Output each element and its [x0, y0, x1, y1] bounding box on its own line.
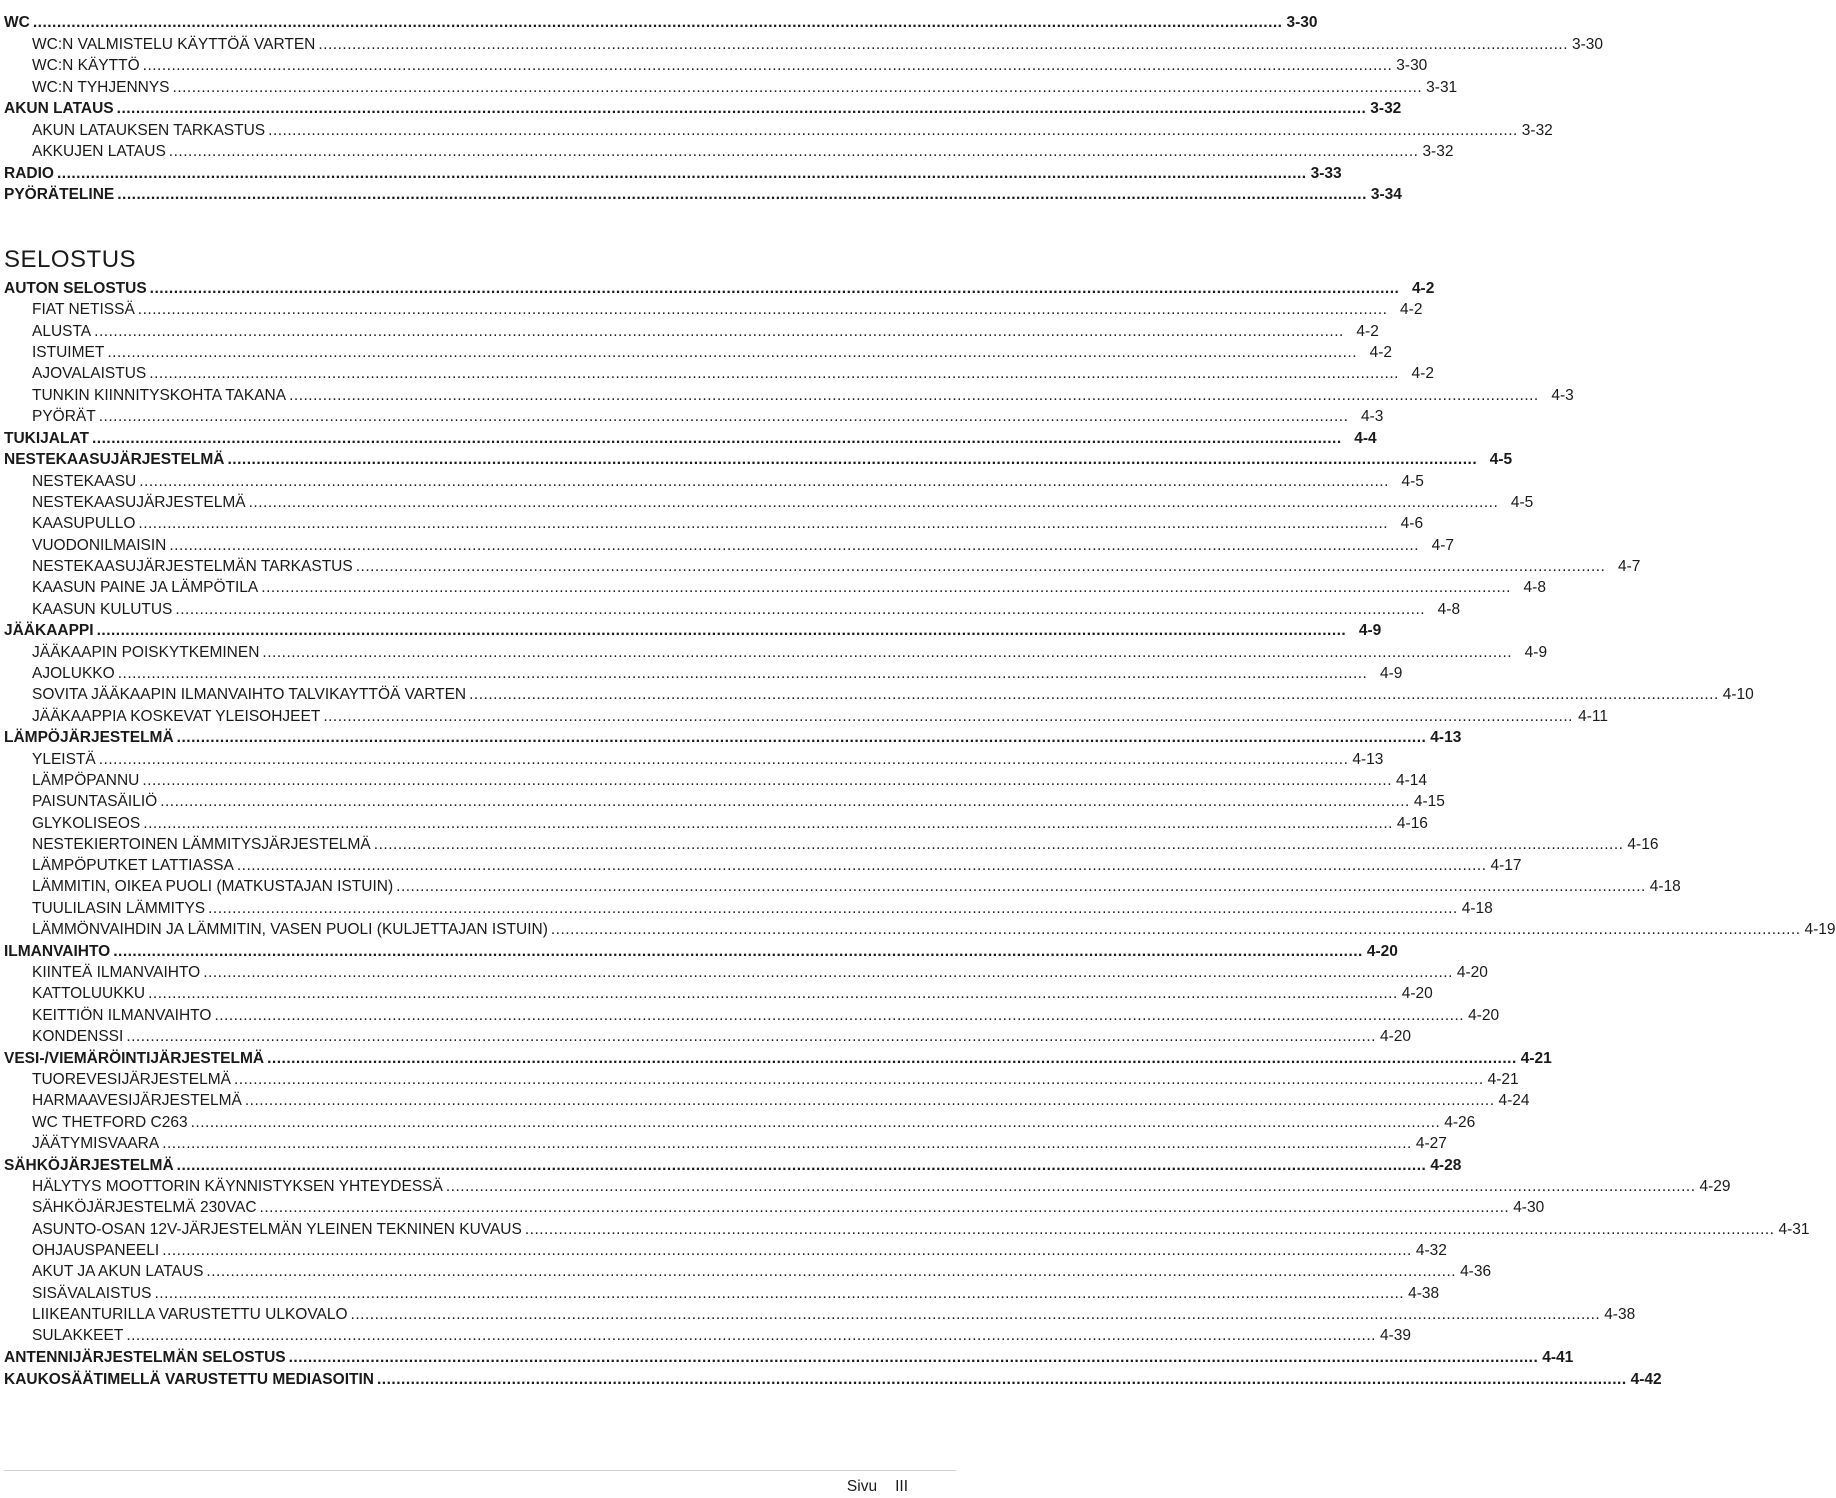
toc-entry-page: 4-2 [1411, 280, 1435, 297]
dot-leader [356, 557, 1606, 577]
toc-entry-title: VUODONILMAISIN [32, 536, 167, 554]
toc-subsection-entry[interactable] [0, 1198, 1545, 1218]
dot-leader [318, 35, 1568, 55]
dot-leader [175, 600, 1425, 620]
toc-subsection-entry[interactable] [0, 1284, 1440, 1304]
toc-entry-title: ASUNTO-OSAN 12V-JÄRJESTELMÄN YLEINEN TEKNINEN KUVAUS [32, 1220, 522, 1238]
toc-entry-page: 4-18 [1649, 878, 1681, 896]
dot-leader [396, 877, 1646, 897]
toc-entry-page: 4-9 [1379, 664, 1403, 682]
dot-leader [99, 750, 1349, 770]
toc-entry-page: 4-27 [1415, 1135, 1447, 1152]
section-heading: SELOSTUS [4, 246, 137, 273]
toc-entry-page: 4-28 [1430, 1156, 1462, 1174]
toc-entry-page: 4-14 [1396, 771, 1428, 789]
toc-entry-title: TUNKIN KIINNITYSKOHTA TAKANA [32, 386, 287, 404]
toc-entry-page: 4-5 [1489, 451, 1513, 469]
toc-subsection-entry[interactable] [0, 493, 1534, 513]
toc-entry-page: 4-9 [1358, 622, 1382, 640]
toc-entry-page: 4-29 [1699, 1178, 1731, 1196]
toc-subsection-entry[interactable] [0, 856, 1522, 876]
toc-entry-title: KAASUPULLO [32, 515, 136, 533]
dot-leader [33, 13, 1283, 33]
toc-entry-page: 4-19 [1804, 921, 1836, 938]
toc-entry-page: 4-18 [1461, 899, 1493, 917]
toc-entry-page: 3-33 [1310, 164, 1342, 182]
dot-leader [92, 429, 1342, 449]
toc-entry-title: ANTENNIJÄRJESTELMÄN SELOSTUS [4, 1349, 286, 1366]
toc-entry-page: 4-36 [1460, 1263, 1492, 1281]
toc-entry-title: LÄMMÖNVAIHDIN JA LÄMMITIN, VASEN PUOLI (KULJETTAJAN ISTUIN) [32, 921, 548, 938]
toc-subsection-entry[interactable] [0, 343, 1393, 363]
toc-entry-title: HARMAAVESIJÄRJESTELMÄ [32, 1092, 242, 1110]
dot-leader [97, 621, 1347, 641]
dot-leader [107, 343, 1357, 363]
toc-subsection-entry[interactable] [0, 322, 1379, 342]
toc-entry-page: 3-30 [1396, 57, 1428, 74]
toc-entry-page: 4-2 [1400, 301, 1423, 319]
toc-entry-title: NESTEKAASUJÄRJESTELMÄ [32, 494, 246, 511]
toc-entry-page: 3-30 [1286, 14, 1318, 31]
dot-leader [267, 1049, 1517, 1069]
toc-subsection-entry[interactable] [0, 142, 1454, 162]
toc-chapter-entry[interactable] [0, 942, 1398, 962]
dot-leader [138, 300, 1388, 320]
dot-leader [214, 1006, 1464, 1026]
toc-entry-title: RADIO [4, 164, 54, 182]
toc-subsection-entry[interactable] [0, 300, 1423, 320]
dot-leader [57, 164, 1307, 184]
toc-entry-page: 3-32 [1370, 100, 1402, 117]
toc-subsection-entry[interactable] [0, 1113, 1476, 1133]
dot-leader [551, 920, 1801, 940]
toc-entry-title: ILMANVAIHTO [4, 942, 111, 960]
toc-subsection-entry[interactable] [0, 685, 1754, 705]
toc-entry-page: 4-20 [1366, 942, 1398, 960]
toc-entry-title: LIIKEANTURILLA VARUSTETTU ULKOVALO [32, 1305, 348, 1323]
toc-entry-page: 4-10 [1722, 686, 1754, 704]
toc-entry-title: TUOREVESIJÄRJESTELMÄ [32, 1071, 231, 1089]
toc-entry-page: 4-8 [1523, 579, 1546, 597]
toc-entry-title: HÄLYTYS MOOTTORIN KÄYNNISTYKSEN YHTEYDESSÄ [32, 1178, 443, 1196]
toc-entry-title: SISÄVALAISTUS [32, 1284, 152, 1302]
toc-entry-title: JÄÄKAAPPI [4, 622, 94, 640]
toc-entry-title: KEITTIÖN ILMANVAIHTO [32, 1006, 212, 1024]
toc-entry-title: KIINTEÄ ILMANVAIHTO [32, 964, 201, 982]
toc-entry-title: SOVITA JÄÄKAAPIN ILMANVAIHTO TALVIKAYTTÖÄ VARTEN [32, 686, 467, 704]
toc-entry-page: 4-20 [1401, 985, 1433, 1003]
toc-subsection-entry[interactable] [0, 472, 1424, 492]
dot-leader [150, 279, 1400, 299]
toc-entry-title: WC:N VALMISTELU KÄYTTÖÄ VARTEN [32, 35, 316, 53]
toc-entry-title: AKUN LATAUS [4, 100, 114, 117]
toc-entry-title: LÄMPÖJÄRJESTELMÄ [4, 729, 174, 747]
toc-subsection-entry[interactable] [0, 364, 1434, 384]
toc-entry-title: TUKIJALAT [4, 429, 89, 447]
toc-entry-title: AJOLUKKO [32, 664, 115, 682]
toc-entry-page: 4-30 [1513, 1199, 1545, 1217]
toc-subsection-entry[interactable] [0, 1262, 1492, 1282]
dot-leader [160, 792, 1410, 812]
toc-subsection-entry[interactable] [0, 1027, 1411, 1047]
dot-leader [162, 1241, 1412, 1261]
toc-subsection-entry[interactable] [0, 78, 1458, 98]
toc-chapter-entry[interactable] [0, 279, 1435, 299]
toc-entry-title: NESTEKAASUJÄRJESTELMÄ [4, 451, 225, 469]
toc-subsection-entry[interactable] [0, 121, 1553, 141]
dot-leader [126, 1027, 1376, 1047]
toc-entry-title: NESTEKIERTOINEN LÄMMITYSJÄRJESTELMÄ [32, 835, 371, 853]
toc-subsection-entry[interactable] [0, 35, 1604, 55]
toc-entry-page: 4-13 [1352, 750, 1384, 768]
toc-subsection-entry[interactable] [0, 984, 1433, 1004]
toc-entry-title: WC THETFORD C263 [32, 1113, 188, 1131]
toc-chapter-entry[interactable] [0, 1049, 1552, 1069]
toc-entry-title: SÄHKÖJÄRJESTELMÄ 230VAC [32, 1199, 257, 1217]
toc-chapter-entry[interactable] [0, 185, 1402, 205]
toc-entry-title: KONDENSSI [32, 1028, 124, 1045]
toc-entry-page: 4-4 [1354, 429, 1377, 447]
toc-entry-title: JÄÄTYMISVAARA [32, 1135, 160, 1152]
dot-leader [203, 963, 1453, 983]
dot-leader [169, 536, 1419, 556]
toc-entry-page: 4-20 [1456, 964, 1488, 982]
dot-leader [126, 1326, 1376, 1346]
toc-entry-page: 4-2 [1411, 365, 1434, 383]
toc-entry-page: 4-6 [1400, 515, 1424, 533]
toc-subsection-entry[interactable] [0, 664, 1403, 684]
toc-subsection-entry[interactable] [0, 707, 1608, 727]
toc-entry-title: YLEISTÄ [32, 750, 96, 768]
toc-entry-page: 3-32 [1422, 143, 1454, 160]
toc-entry-title: AJOVALAISTUS [32, 365, 147, 383]
toc-entry-page: 4-7 [1431, 536, 1455, 554]
dot-leader [262, 643, 1512, 663]
toc-subsection-entry[interactable] [0, 1177, 1731, 1197]
toc-entry-page: 3-32 [1521, 121, 1553, 139]
dot-leader [143, 814, 1393, 834]
toc-entry-title: VESI-/VIEMÄRÖINTIJÄRJESTELMÄ [4, 1049, 265, 1067]
toc-entry-page: 3-31 [1426, 78, 1458, 96]
toc-entry-title: LÄMMITIN, OIKEA PUOLI (MATKUSTAJAN ISTUIN) [32, 878, 394, 896]
toc-entry-page: 4-21 [1487, 1071, 1519, 1089]
toc-subsection-entry[interactable] [0, 771, 1428, 791]
toc-entry-title: WC:N TYHJENNYS [32, 78, 170, 96]
toc-entry-title: JÄÄKAAPPIA KOSKEVAT YLEISOHJEET [32, 707, 321, 725]
toc-subsection-entry[interactable] [0, 557, 1641, 577]
toc-entry-title: ALUSTA [32, 322, 92, 340]
toc-subsection-entry[interactable] [0, 386, 1574, 406]
toc-entry-page: 3-34 [1370, 186, 1402, 203]
toc-entry-title: AKUT JA AKUN LATAUS [32, 1263, 204, 1281]
toc-chapter-entry[interactable] [0, 450, 1513, 470]
toc-subsection-entry[interactable] [0, 514, 1424, 534]
dot-leader [113, 942, 1363, 962]
toc-subsection-entry[interactable] [0, 1091, 1530, 1111]
dot-leader [118, 664, 1368, 684]
toc-entry-page: 4-9 [1524, 643, 1548, 661]
dot-leader [446, 1177, 1696, 1197]
dot-leader [469, 685, 1719, 705]
dot-leader [154, 1284, 1404, 1304]
toc-subsection-entry[interactable] [0, 1241, 1447, 1261]
dot-leader [268, 121, 1518, 141]
toc-entry-title: WC:N KÄYTTÖ [32, 57, 140, 74]
toc-entry-title: FIAT NETISSÄ [32, 301, 135, 319]
toc-entry-title: AUTON SELOSTUS [4, 280, 147, 297]
toc-entry-title: SULAKKEET [32, 1327, 124, 1345]
toc-entry-title: AKKUJEN LATAUS [32, 143, 166, 160]
dot-leader [208, 899, 1458, 919]
toc-entry-page: 4-3 [1551, 386, 1574, 404]
dot-leader [237, 856, 1487, 876]
dot-leader [289, 1348, 1539, 1368]
toc-subsection-entry[interactable] [0, 407, 1384, 427]
toc-subsection-entry[interactable] [0, 1134, 1447, 1154]
toc-subsection-entry[interactable] [0, 963, 1488, 983]
toc-entry-page: 4-16 [1627, 835, 1659, 853]
toc-entry-page: 4-17 [1490, 857, 1522, 875]
toc-entry-page: 4-11 [1578, 707, 1608, 725]
toc-entry-page: 4-15 [1413, 793, 1445, 811]
toc-chapter-entry[interactable] [0, 99, 1402, 119]
footer-label: Sivu [846, 1478, 878, 1495]
toc-entry-title: PAISUNTASÄILIÖ [32, 793, 158, 811]
toc-chapter-entry[interactable] [0, 1156, 1462, 1176]
dot-leader [525, 1220, 1775, 1240]
dot-leader [139, 472, 1389, 492]
toc-entry-page: 4-39 [1379, 1327, 1411, 1345]
toc-entry-page: 4-8 [1437, 600, 1461, 618]
toc-subsection-entry[interactable] [0, 1305, 1636, 1325]
toc-subsection-entry[interactable] [0, 835, 1659, 855]
dot-leader [169, 142, 1419, 162]
toc-entry-title: LÄMPÖPUTKET LATTIASSA [32, 857, 234, 875]
toc-entry-title: KAUKOSÄÄTIMELLÄ VARUSTETTU MEDIASOITIN [4, 1370, 374, 1388]
toc-chapter-entry[interactable] [0, 1348, 1574, 1368]
toc-entry-page: 4-41 [1542, 1349, 1574, 1366]
toc-entry-page: 4-20 [1379, 1028, 1411, 1045]
toc-entry-title: LÄMPÖPANNU [32, 771, 140, 789]
toc-subsection-entry[interactable] [0, 1006, 1500, 1026]
toc-entry-title: ISTUIMET [32, 343, 105, 361]
toc-subsection-entry[interactable] [0, 56, 1428, 76]
dot-leader [260, 1198, 1510, 1218]
toc-chapter-entry[interactable] [0, 429, 1377, 449]
dot-leader [117, 99, 1367, 119]
dot-leader [143, 56, 1393, 76]
toc-entry-page: 4-13 [1430, 729, 1462, 747]
toc-entry-page: 4-16 [1396, 814, 1428, 832]
toc-entry-title: NESTEKAASU [32, 472, 137, 490]
dot-leader [351, 1305, 1601, 1325]
toc-entry-title: GLYKOLISEOS [32, 814, 141, 832]
toc-entry-page: 4-24 [1498, 1092, 1530, 1110]
toc-entry-page: 4-26 [1444, 1113, 1476, 1131]
toc-entry-title: TUULILASIN LÄMMITYS [32, 899, 206, 917]
toc-entry-title: PYÖRÄTELINE [4, 186, 115, 203]
toc-entry-title: NESTEKAASUJÄRJESTELMÄN TARKASTUS [32, 557, 353, 575]
dot-leader [99, 407, 1349, 427]
dot-leader [177, 728, 1427, 748]
toc-entry-page: 4-21 [1520, 1049, 1552, 1067]
toc-entry-title: SÄHKÖJÄRJESTELMÄ [4, 1156, 174, 1174]
dot-leader [162, 1134, 1412, 1154]
dot-leader [149, 364, 1399, 384]
toc-subsection-entry[interactable] [0, 1326, 1411, 1346]
toc-entry-title: WC [4, 14, 30, 31]
toc-subsection-entry[interactable] [0, 1220, 1810, 1240]
dot-leader [173, 78, 1423, 98]
toc-entry-page: 4-5 [1401, 472, 1424, 490]
toc-subsection-entry[interactable] [0, 600, 1461, 620]
page-number: III [895, 1478, 908, 1495]
toc-entry-title: JÄÄKAAPIN POISKYTKEMINEN [32, 643, 260, 661]
dot-leader [177, 1156, 1427, 1176]
toc-entry-page: 4-2 [1356, 322, 1379, 340]
dot-leader [234, 1070, 1484, 1090]
toc-subsection-entry[interactable] [0, 750, 1384, 770]
toc-subsection-entry[interactable] [0, 1070, 1519, 1090]
toc-subsection-entry[interactable] [0, 643, 1548, 663]
toc-subsection-entry[interactable] [0, 899, 1493, 919]
dot-leader [377, 1370, 1627, 1390]
dot-leader [227, 450, 1477, 470]
toc-chapter-entry[interactable] [0, 728, 1462, 748]
toc-entry-page: 4-7 [1617, 557, 1641, 575]
toc-entry-page: 4-2 [1369, 343, 1393, 361]
toc-entry-title: KATTOLUUKKU [32, 985, 146, 1003]
dot-leader [117, 185, 1367, 205]
dot-leader [206, 1262, 1456, 1282]
dot-leader [191, 1113, 1441, 1133]
dot-leader [148, 984, 1398, 1004]
toc-entry-title: OHJAUSPANEELI [32, 1242, 160, 1259]
footer-divider [4, 1470, 956, 1471]
toc-chapter-entry[interactable] [0, 164, 1342, 184]
toc-chapter-entry[interactable] [0, 13, 1318, 33]
toc-subsection-entry[interactable] [0, 920, 1836, 940]
dot-leader [289, 386, 1539, 406]
toc-chapter-entry[interactable] [0, 1370, 1662, 1390]
dot-leader [142, 771, 1392, 791]
toc-chapter-entry[interactable] [0, 621, 1382, 641]
toc-entry-title: KAASUN KULUTUS [32, 600, 173, 618]
page-footer [829, 1478, 908, 1496]
toc-subsection-entry[interactable] [0, 792, 1445, 812]
dot-leader [374, 835, 1624, 855]
toc-entry-page: 4-31 [1778, 1220, 1810, 1238]
toc-entry-page: 4-42 [1630, 1370, 1662, 1388]
toc-entry-page: 4-38 [1604, 1305, 1636, 1323]
toc-entry-page: 4-32 [1415, 1242, 1447, 1259]
dot-leader [261, 578, 1511, 598]
toc-entry-page: 4-38 [1408, 1284, 1440, 1302]
dot-leader [138, 514, 1388, 534]
toc-subsection-entry[interactable] [0, 814, 1428, 834]
dot-leader [249, 493, 1499, 513]
toc-entry-title: AKUN LATAUKSEN TARKASTUS [32, 121, 266, 139]
toc-entry-page: 4-3 [1361, 407, 1384, 425]
dot-leader [94, 322, 1344, 342]
toc-subsection-entry[interactable] [0, 877, 1681, 897]
toc-entry-page: 3-30 [1572, 35, 1604, 53]
toc-subsection-entry[interactable] [0, 536, 1455, 556]
toc-entry-title: KAASUN PAINE JA LÄMPÖTILA [32, 579, 259, 597]
toc-entry-page: 4-5 [1510, 494, 1534, 511]
toc-entry-title: PYÖRÄT [32, 407, 96, 425]
dot-leader [245, 1091, 1495, 1111]
toc-entry-page: 4-20 [1468, 1006, 1500, 1024]
dot-leader [323, 707, 1573, 727]
toc-subsection-entry[interactable] [0, 578, 1546, 598]
